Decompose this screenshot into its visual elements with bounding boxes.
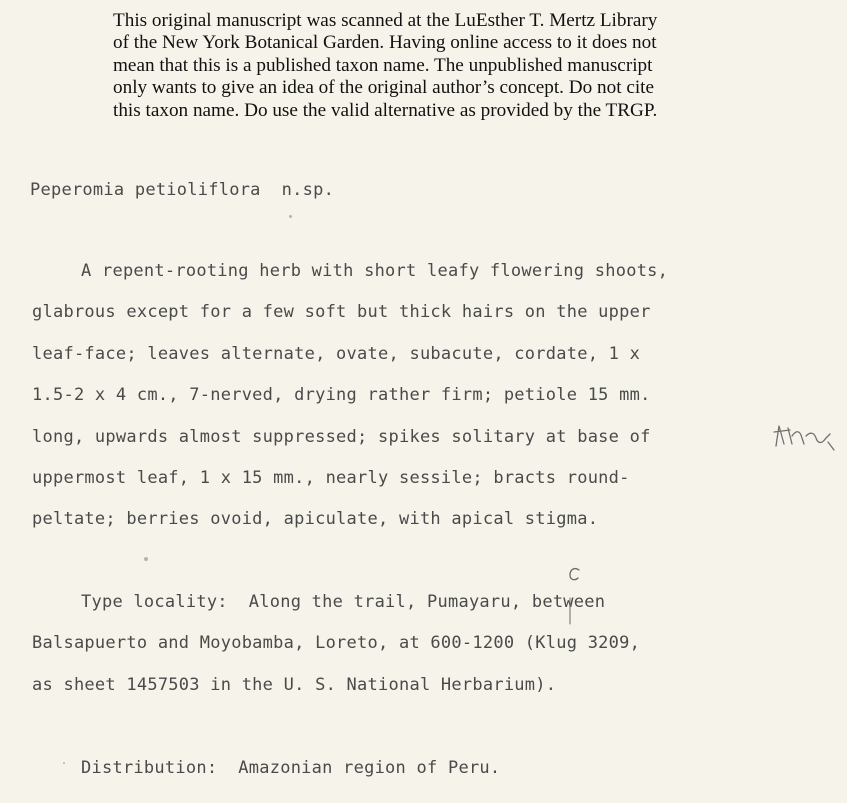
notice-line: this taxon name. Do use the valid alternative as provided by the TRGP. [113, 99, 658, 121]
description-line: uppermost leaf, 1 x 15 mm., nearly sessile; bracts round- [32, 468, 630, 488]
description-line: leaf-face; leaves alternate, ovate, subacute, cordate, 1 x [32, 344, 641, 364]
distribution-line: Distribution: Amazonian region of Peru. [81, 758, 501, 778]
notice-line: mean that this is a published taxon name. The unpublished manuscript [113, 54, 653, 76]
notice-line: This original manuscript was scanned at the LuEsther T. Mertz Library [113, 10, 658, 31]
description-line: A repent-rooting herb with short leafy flowering shoots, [81, 261, 669, 281]
notice-line: of the New York Botanical Garden. Having online access to it does not [113, 32, 657, 54]
description-line: peltate; berries ovoid, apiculate, with apical stigma. [32, 509, 599, 529]
type-locality-line: Type locality: Along the trail, Pumayaru, between [81, 592, 606, 612]
paper-speck [63, 762, 65, 764]
handwritten-c-correction-icon [566, 566, 584, 588]
species-title: Peperomia petioliflora n.sp. [30, 180, 335, 200]
paper-speck [144, 557, 148, 561]
notice-line: only wants to give an idea of the original author’s concept. Do not cite [113, 77, 655, 99]
handwritten-margin-scribble-icon [770, 420, 840, 454]
description-line: glabrous except for a few soft but thick hairs on the upper [32, 302, 651, 322]
library-notice [113, 10, 753, 122]
handwritten-caret-mark-icon [565, 596, 575, 628]
description-line: 1.5-2 x 4 cm., 7-nerved, drying rather firm; petiole 15 mm. [32, 385, 651, 405]
description-line: long, upwards almost suppressed; spikes solitary at base of [32, 427, 651, 447]
paper-speck [289, 215, 292, 218]
type-locality-line: as sheet 1457503 in the U. S. National Herbarium). [32, 675, 557, 695]
type-locality-line: Balsapuerto and Moyobamba, Loreto, at 600-1200 (Klug 3209, [32, 633, 641, 653]
